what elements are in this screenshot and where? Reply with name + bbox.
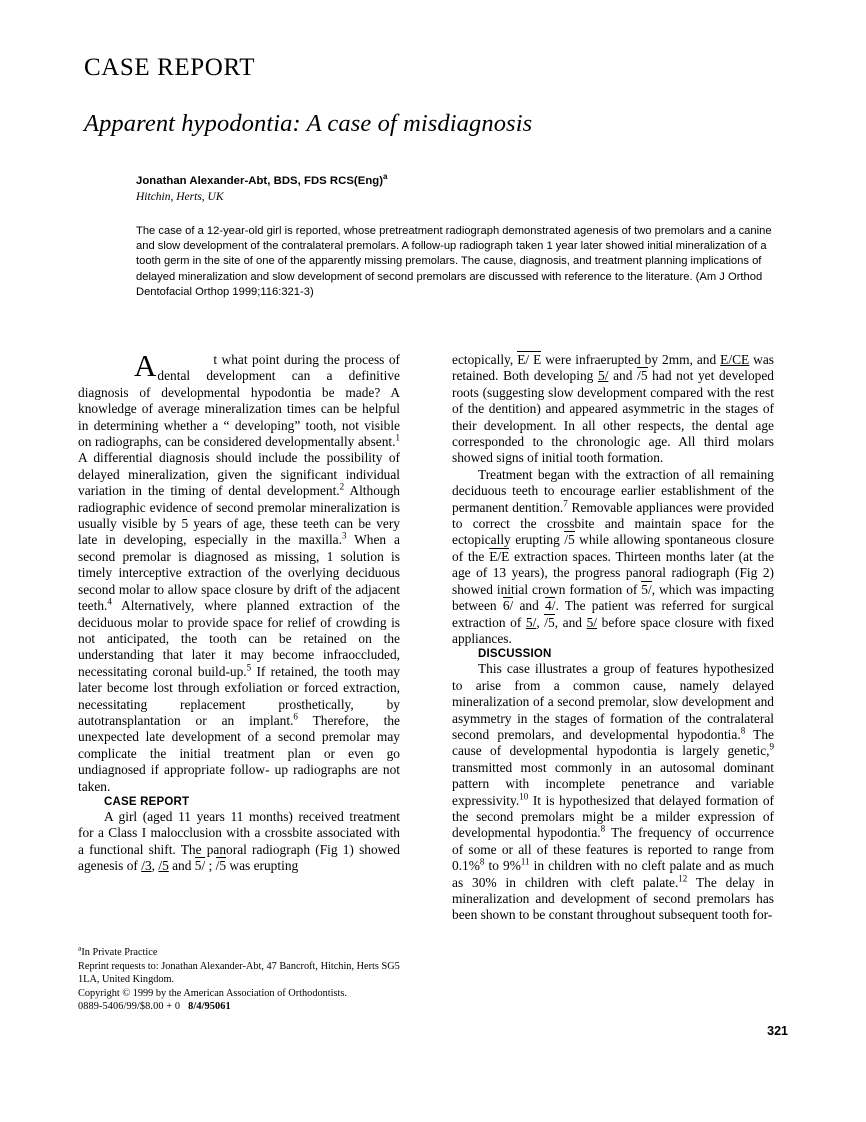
intro-text-b: A differential diagnosis should include the possibility of delayed mineralization, given the significant individual variation in the timing of dental development. — [78, 450, 400, 499]
intro-text-a: t what point during the process of dental development can a definitive diagnosis of developmental hypodontia be made? A knowledge of average mineralization times can be helpful in determining whether a “ developing” tooth, not visible on radiographs, can be considered developmentally absent. — [78, 352, 400, 450]
case-report-paragraph — [78, 809, 400, 875]
reference-3: 3 — [341, 531, 347, 541]
case-text-e: was erupting — [226, 858, 299, 874]
reference-2: 2 — [339, 481, 345, 492]
cont-text-a: ectopically, — [452, 352, 518, 367]
tooth-notation-upper-5: 5/ — [598, 368, 609, 384]
reference-6: 6 — [293, 711, 298, 722]
cont-text-c: was retained. Both developing — [452, 352, 774, 384]
footnote-issn: 0889-5406/99/$8.00 + 0 — [78, 1001, 181, 1013]
intro-paragraph — [78, 348, 400, 795]
drop-cap: A — [134, 348, 157, 383]
heading-discussion: DISCUSSION — [478, 648, 552, 661]
footnote-reprint-requests: Reprint requests to: Jonathan Alexander-Abt, 47 Bancroft, Hitchin, Herts SG5 1LA, United Kingdom. — [78, 960, 400, 986]
intro-text-c: Although radiographic evidence of second premolar mineralization is usually visible by 5 years of age, these teeth can be very late in developing, especially in the maxilla. — [78, 483, 400, 548]
tooth-notation-treat-upper-5b: 5/ — [525, 614, 537, 630]
disc-text-h: The delay in mineralization and development of second premolars has been shown to be constant throughout subsequent tooth for- — [452, 874, 774, 923]
disc-text-b: The cause of developmental hypodontia is largely genetic, — [452, 726, 774, 759]
discussion-paragraph — [452, 661, 774, 924]
abstract: The case of a 12-year-old girl is reported, whose pretreatment radiograph demonstrated agenesis of two premolars and a canine and slow development of the contralateral premolars. A follow-up radiograph taken 1 year later showed initial mineralization of a tooth germ in the site of one of the apparently missing premolars. The cause, diagnosis, and treatment planning implications of delayed mineralization and slow development of second premolars are discussed with reference to the literature. (Am J Orthod Dentofacial Orthop 1999;116:321-3) — [136, 225, 772, 298]
intro-text-f: If retained, the tooth may later become lost through exfoliation or forced extraction, necessitating replacement prosthetically, by autotransplantation or an implant. — [78, 663, 400, 728]
disc-text-e: The frequency of occurrence of some or all of these features is reported to range from 0.1% — [452, 825, 775, 874]
tooth-notation-lower-5: /5 — [637, 368, 648, 384]
treat-text-g: . The patient was referred for surgical extraction of — [452, 598, 774, 630]
case-report-continued-paragraph — [452, 352, 774, 467]
intro-text-g: Therefore, the unexpected late development of a second premolar may complicate the initial treatment plan or even go undiagnosed if appropriate follow- up radiographs are not taken. — [78, 712, 400, 794]
tooth-notation-ece: E/CE — [720, 352, 750, 367]
cont-text-e: had not yet developed roots (suggesting slow development compared with the rest of the dentition) and appeared asymmetric in the stages of their development. In all other respects, the dental age corresponded to the chronologic age. All third molars showed signs of initial tooth formation. — [452, 368, 774, 466]
treat-text-h: , — [536, 614, 545, 630]
tooth-notation-lower-left-5: /5 — [158, 858, 169, 874]
footnote-article-code: 8/4/95061 — [188, 1001, 231, 1013]
body-column-left — [78, 348, 400, 875]
reference-4: 4 — [107, 596, 112, 607]
reference-8: 8 — [740, 725, 746, 736]
disc-text-d: It is hypothesized that delayed formation of the second premolars might be a milder expression of developmental hypodontia. — [452, 792, 774, 841]
tooth-notation-treat-ee: E/E — [489, 548, 510, 564]
heading-case-report: CASE REPORT — [104, 795, 190, 808]
footnote-marker: a — [78, 943, 82, 953]
reference-1: 1 — [395, 432, 400, 443]
treat-text-b: Removable appliances were provided to correct the crossbite and maintain space for the ectopically erupting — [452, 499, 774, 548]
disc-text-f: to 9% — [484, 858, 521, 874]
reference-7: 7 — [563, 498, 568, 509]
section-label: CASE REPORT — [84, 54, 256, 81]
tooth-notation-upper-left-5: 5/ — [194, 858, 206, 874]
author-footnote-marker: a — [383, 172, 388, 182]
disc-text-g: in children with no cleft palate and as much as 30% in children with cleft palate. — [452, 858, 774, 890]
case-text-c: and — [168, 858, 195, 874]
tooth-notation-treat-4: 4/ — [545, 598, 556, 614]
tooth-notation-treat-5-bar: 5/ — [641, 581, 652, 597]
tooth-notation-treat-lower-5: /5 — [564, 532, 575, 548]
page-number: 321 — [767, 1024, 788, 1038]
intro-text-e: Alternatively, where planned extraction of the deciduous molar to provide space for relief of crowding is not anticipated, the tooth can be retained on the understanding that later it may become infraoccluded, necessitating coronal build-up. — [78, 598, 400, 679]
reference-12: 12 — [678, 873, 688, 884]
tooth-notation-lower-5-bar: /5 — [215, 858, 227, 874]
reference-5: 5 — [246, 662, 252, 673]
tooth-notation-treat-lower-5b: /5 — [544, 614, 555, 630]
disc-text-c: transmitted most commonly in an autosomal dominant pattern with incomplete penetrance and variable expressivity. — [452, 759, 774, 808]
treatment-paragraph — [452, 467, 774, 647]
treat-text-j: before space closure with fixed appliances. — [452, 614, 774, 646]
footnote-copyright: Copyright © 1999 by the American Association of Orthodontists. — [78, 987, 347, 999]
reference-8c: 8 — [479, 856, 485, 867]
treat-text-i: , and — [554, 614, 587, 630]
case-text-b: , — [151, 858, 159, 874]
case-text-a: A girl (aged 11 years 11 months) received treatment for a Class I malocclusion with a crossbite associated with a functional shift. The panoral radiograph (Fig 1) showed agenesis of — [78, 808, 400, 874]
author-name — [136, 174, 796, 188]
reference-8b: 8 — [600, 823, 606, 834]
treat-text-e: , which was impacting between — [452, 581, 774, 614]
body-column-right — [452, 352, 774, 924]
footnote-affiliation-text: In Private Practice — [81, 947, 158, 958]
treat-text-a: Treatment began with the extraction of all remaining deciduous teeth to encourage earlier establishment of the permanent dentition. — [452, 466, 774, 515]
reference-10: 10 — [519, 791, 529, 802]
author-affiliation: Hitchin, Herts, UK — [136, 191, 224, 203]
tooth-notation-lower-left-3: /3 — [141, 858, 152, 874]
disc-text-a: This case illustrates a group of features hypothesized to arise from a common cause, namely delayed mineralization of a second premolar, slow development and asymmetry in the stages of formation of the contralateral second premolars, and developmental hypodontia. — [452, 661, 774, 742]
author-block — [136, 174, 796, 204]
cont-text-b: were infraerupted by 2mm, and — [541, 352, 721, 367]
tooth-notation-treat-upper-5c: 5/ — [586, 614, 598, 630]
cont-text-d: and — [608, 368, 638, 384]
page-title: Apparent hypodontia: A case of misdiagnosis — [84, 110, 533, 137]
reference-11: 11 — [520, 856, 530, 867]
author-name-text: Jonathan Alexander-Abt, BDS, FDS RCS(Eng) — [136, 175, 384, 187]
footnote-affiliation — [78, 943, 404, 960]
reference-9: 9 — [769, 741, 774, 752]
treat-text-c: while allowing spontaneous closure of the — [452, 532, 775, 564]
footnote-block — [78, 943, 404, 1014]
footnote-issn-line — [78, 1000, 404, 1014]
tooth-notation-ee: E/ E — [517, 352, 542, 367]
intro-text-d: When a second premolar is diagnosed as missing, 1 solution is timely interceptive extraction of the overlying deciduous second molar to allow space closure by drift of the adjacent teeth. — [78, 532, 400, 614]
case-text-d: ; — [205, 858, 216, 874]
treat-text-f: and — [513, 598, 546, 614]
tooth-notation-treat-6: 6/ — [502, 598, 514, 614]
treat-text-d: extraction spaces. Thirteen months later (at the age of 13 years), the progress panoral radiograph (Fig 2) showed initial crown formation of — [452, 548, 774, 597]
